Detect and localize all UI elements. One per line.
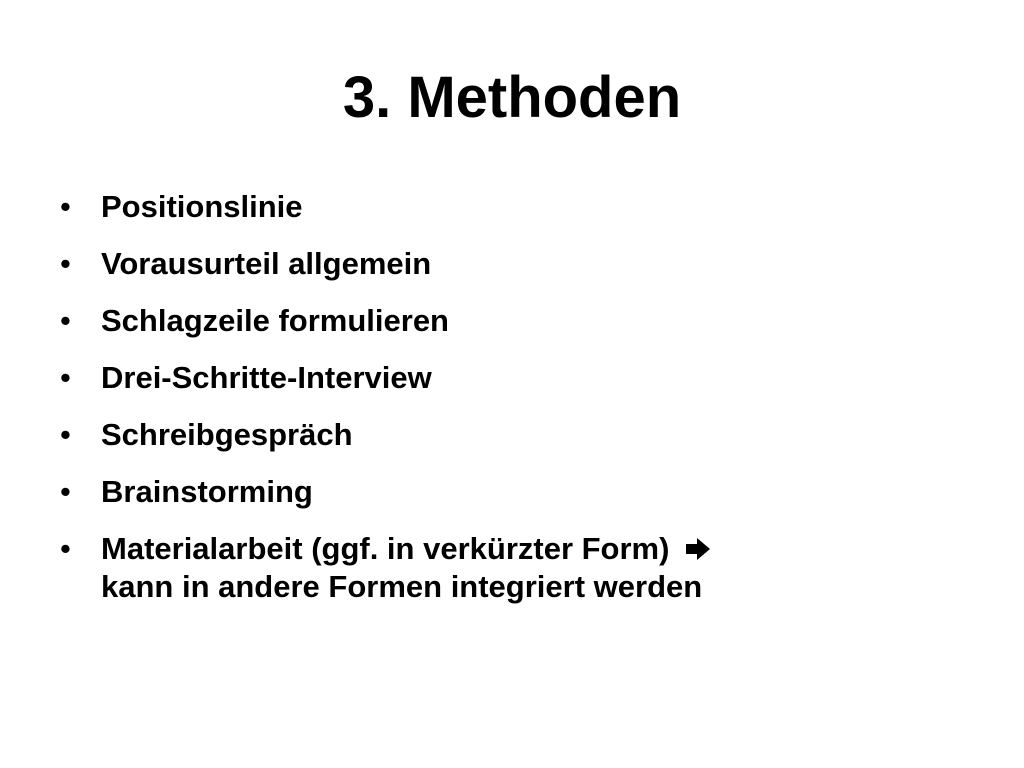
list-item	[60, 188, 960, 226]
list-item-text: Vorausurteil allgemein	[101, 246, 432, 281]
list-item-text: Positionslinie	[101, 189, 303, 224]
list-item	[60, 473, 960, 511]
list-item	[60, 416, 960, 454]
list-item-continuation: kann in andere Formen integriert werden	[101, 569, 703, 604]
bullet-dot: •	[60, 360, 71, 395]
list-item-text: Schlagzeile formulieren	[101, 303, 449, 338]
bullet-dot: •	[60, 303, 71, 338]
list-item-text: Drei-Schritte-Interview	[101, 360, 432, 395]
list-item	[60, 302, 960, 340]
list-item	[60, 530, 960, 606]
list-item	[60, 245, 960, 283]
list-item-text: Schreibgespräch	[101, 417, 353, 452]
list-item-text: Materialarbeit (ggf. in verkürzter Form)	[101, 531, 670, 566]
bullet-dot: •	[60, 474, 71, 509]
list-item-text: Brainstorming	[101, 474, 313, 509]
bullet-list	[60, 188, 960, 625]
bullet-dot: •	[60, 246, 71, 281]
list-item	[60, 359, 960, 397]
bullet-dot: •	[60, 531, 71, 566]
slide-title: 3. Methoden	[342, 65, 682, 130]
bullet-dot: •	[60, 417, 71, 452]
bullet-dot: •	[60, 189, 71, 224]
right-arrow-icon	[684, 533, 712, 559]
